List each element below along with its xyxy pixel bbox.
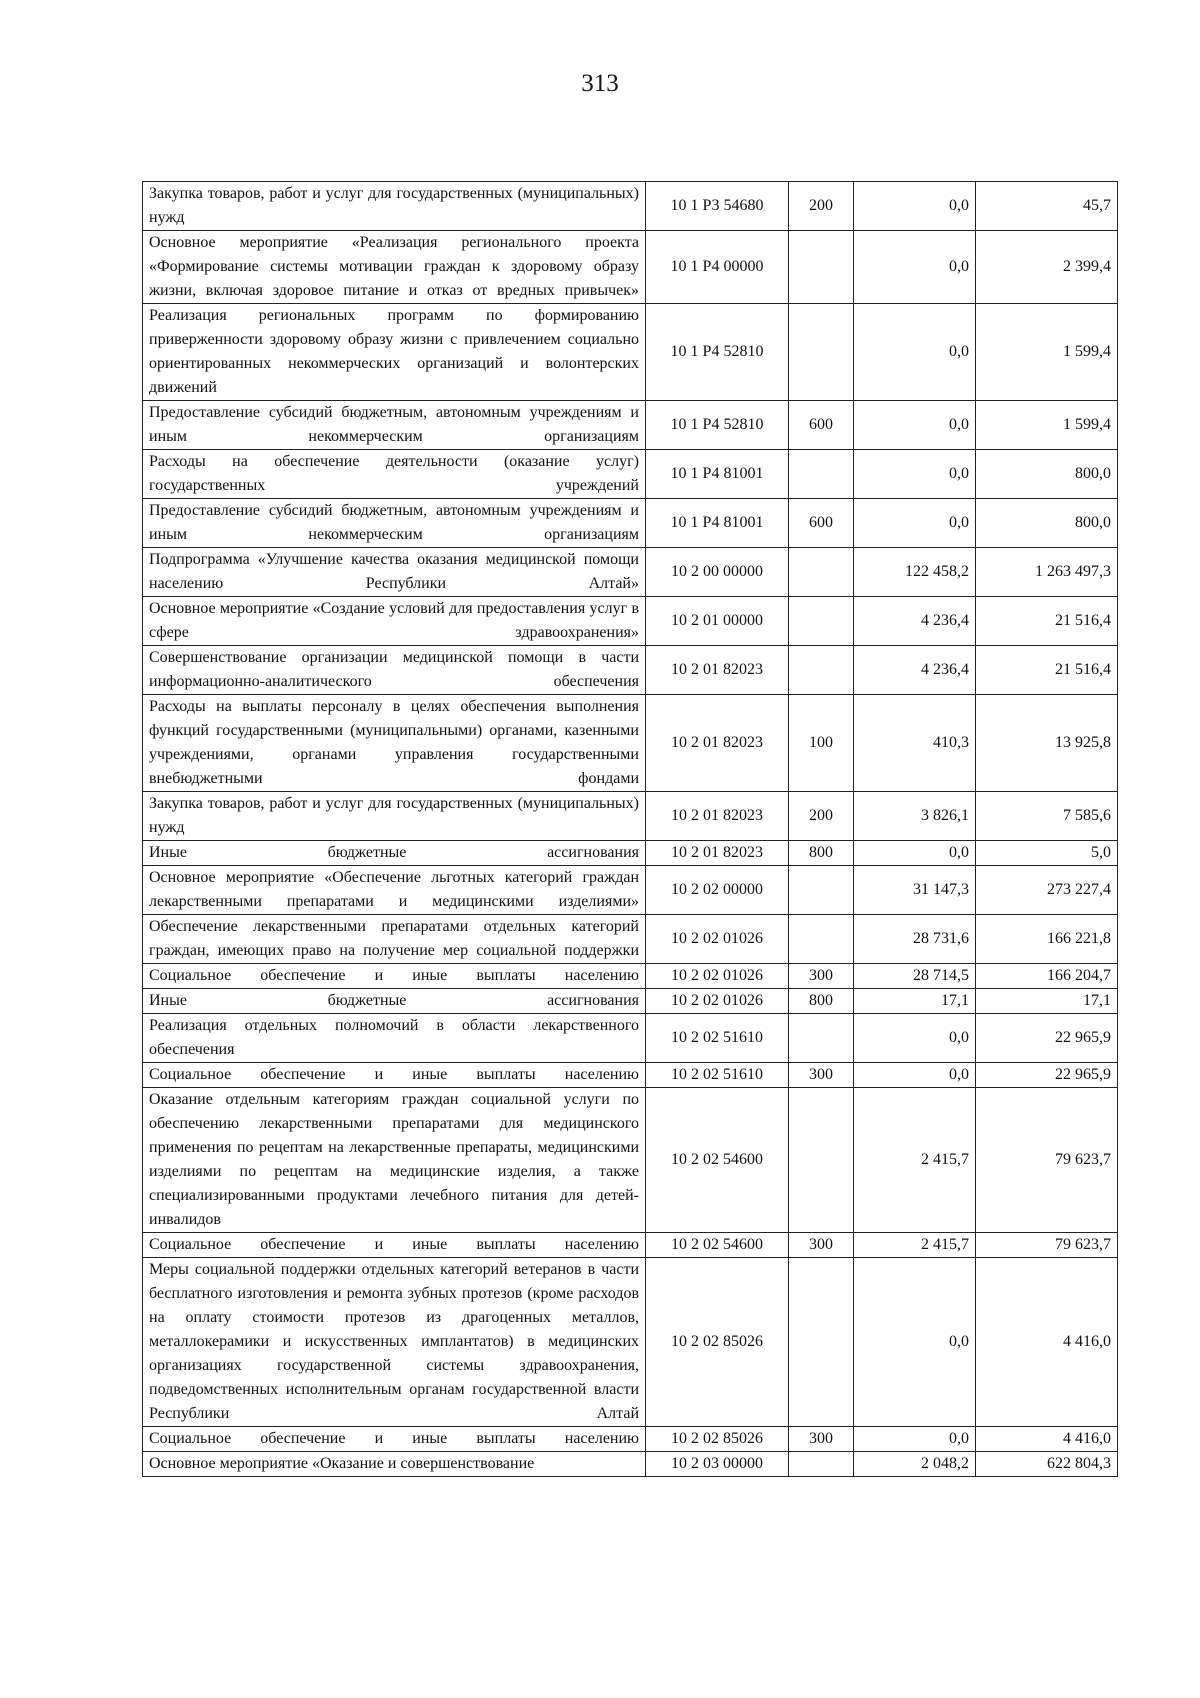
row-description: Меры социальной поддержки отдельных категорий ветеранов в части бесплатного изготовления и ремонта зубных протезов (кроме расходов на оплату стоимости протезов из драгоценных металлов, металлокерамики и искусственных имплантатов) в медицинских организациях государственной системы здравоохранения, подведомственных исполнительным органам государственной власти Республики Алтай <box>143 1258 646 1427</box>
row-expense-type <box>789 231 854 304</box>
row-amount-1: 0,0 <box>854 1427 976 1452</box>
row-description: Обеспечение лекарственными препаратами отдельных категорий граждан, имеющих право на получение мер социальной поддержки <box>143 915 646 964</box>
table-row <box>143 1088 1118 1233</box>
row-expense-type <box>789 450 854 499</box>
table-row <box>143 1258 1118 1427</box>
row-amount-1: 122 458,2 <box>854 548 976 597</box>
row-amount-2: 1 263 497,3 <box>976 548 1118 597</box>
row-description: Реализация отдельных полномочий в области лекарственного обеспечения <box>143 1014 646 1063</box>
row-amount-1: 0,0 <box>854 499 976 548</box>
row-amount-1: 0,0 <box>854 182 976 231</box>
row-target-code: 10 2 02 54600 <box>646 1088 789 1233</box>
table-row <box>143 499 1118 548</box>
table-row <box>143 231 1118 304</box>
row-description: Предоставление субсидий бюджетным, автономным учреждениям и иным некоммерческим организациям <box>143 499 646 548</box>
row-amount-1: 4 236,4 <box>854 597 976 646</box>
row-target-code: 10 1 P4 81001 <box>646 450 789 499</box>
row-amount-2: 4 416,0 <box>976 1427 1118 1452</box>
row-amount-2: 21 516,4 <box>976 597 1118 646</box>
row-target-code: 10 2 00 00000 <box>646 548 789 597</box>
row-amount-1: 0,0 <box>854 304 976 401</box>
table-row <box>143 866 1118 915</box>
row-amount-2: 79 623,7 <box>976 1088 1118 1233</box>
table-row <box>143 695 1118 792</box>
row-amount-1: 3 826,1 <box>854 792 976 841</box>
table-row <box>143 915 1118 964</box>
row-amount-2: 2 399,4 <box>976 231 1118 304</box>
row-expense-type <box>789 304 854 401</box>
table-row <box>143 964 1118 989</box>
row-description: Основное мероприятие «Оказание и совершенствование <box>143 1452 646 1477</box>
row-description: Реализация региональных программ по формированию приверженности здоровому образу жизни с привлечением социально ориентированных некоммерческих организаций и волонтерских движений <box>143 304 646 401</box>
row-expense-type: 600 <box>789 401 854 450</box>
row-amount-2: 273 227,4 <box>976 866 1118 915</box>
row-amount-1: 31 147,3 <box>854 866 976 915</box>
row-target-code: 10 2 01 82023 <box>646 792 789 841</box>
row-amount-2: 17,1 <box>976 989 1118 1014</box>
row-target-code: 10 2 02 85026 <box>646 1427 789 1452</box>
row-target-code: 10 1 P4 52810 <box>646 401 789 450</box>
table-body <box>143 182 1118 1477</box>
row-description: Иные бюджетные ассигнования <box>143 989 646 1014</box>
row-amount-2: 22 965,9 <box>976 1063 1118 1088</box>
row-amount-1: 28 731,6 <box>854 915 976 964</box>
row-amount-2: 166 204,7 <box>976 964 1118 989</box>
table-row <box>143 1063 1118 1088</box>
row-amount-1: 0,0 <box>854 401 976 450</box>
table-row <box>143 182 1118 231</box>
row-target-code: 10 2 02 51610 <box>646 1063 789 1088</box>
row-amount-2: 166 221,8 <box>976 915 1118 964</box>
budget-table <box>142 181 1118 1477</box>
row-amount-1: 0,0 <box>854 231 976 304</box>
row-amount-2: 5,0 <box>976 841 1118 866</box>
row-description: Социальное обеспечение и иные выплаты населению <box>143 964 646 989</box>
row-amount-1: 0,0 <box>854 841 976 866</box>
row-amount-1: 17,1 <box>854 989 976 1014</box>
row-target-code: 10 1 P3 54680 <box>646 182 789 231</box>
row-target-code: 10 2 01 82023 <box>646 841 789 866</box>
row-target-code: 10 2 02 01026 <box>646 989 789 1014</box>
table-row <box>143 401 1118 450</box>
table-row <box>143 304 1118 401</box>
row-expense-type: 100 <box>789 695 854 792</box>
row-expense-type <box>789 646 854 695</box>
row-amount-1: 2 415,7 <box>854 1088 976 1233</box>
row-target-code: 10 2 01 82023 <box>646 695 789 792</box>
row-expense-type <box>789 1088 854 1233</box>
row-description: Основное мероприятие «Обеспечение льготных категорий граждан лекарственными препаратами и медицинскими изделиями» <box>143 866 646 915</box>
row-expense-type: 600 <box>789 499 854 548</box>
row-description: Основное мероприятие «Создание условий для предоставления услуг в сфере здравоохранения» <box>143 597 646 646</box>
row-expense-type: 800 <box>789 841 854 866</box>
row-expense-type <box>789 1452 854 1477</box>
row-target-code: 10 2 01 00000 <box>646 597 789 646</box>
table-row <box>143 792 1118 841</box>
table-row <box>143 597 1118 646</box>
row-target-code: 10 2 02 51610 <box>646 1014 789 1063</box>
row-amount-2: 79 623,7 <box>976 1233 1118 1258</box>
row-expense-type: 800 <box>789 989 854 1014</box>
table-row <box>143 548 1118 597</box>
row-target-code: 10 2 03 00000 <box>646 1452 789 1477</box>
row-expense-type <box>789 548 854 597</box>
row-description: Социальное обеспечение и иные выплаты населению <box>143 1063 646 1088</box>
row-target-code: 10 2 02 54600 <box>646 1233 789 1258</box>
row-target-code: 10 1 P4 52810 <box>646 304 789 401</box>
table-row <box>143 841 1118 866</box>
row-target-code: 10 1 P4 00000 <box>646 231 789 304</box>
row-description: Предоставление субсидий бюджетным, автономным учреждениям и иным некоммерческим организациям <box>143 401 646 450</box>
row-description: Расходы на обеспечение деятельности (оказание услуг) государственных учреждений <box>143 450 646 499</box>
row-amount-2: 800,0 <box>976 499 1118 548</box>
row-amount-1: 2 048,2 <box>854 1452 976 1477</box>
table-row <box>143 646 1118 695</box>
table-row <box>143 1233 1118 1258</box>
row-description: Оказание отдельным категориям граждан социальной услуги по обеспечению лекарственными препаратами для медицинского применения по рецептам на лекарственные препараты, медицинскими изделиями по рецептам на медицинские изделия, а также специализированными продуктами лечебного питания для детей-инвалидов <box>143 1088 646 1233</box>
row-description: Социальное обеспечение и иные выплаты населению <box>143 1233 646 1258</box>
row-amount-1: 4 236,4 <box>854 646 976 695</box>
row-target-code: 10 1 P4 81001 <box>646 499 789 548</box>
page-number: 313 <box>581 70 619 97</box>
table-row <box>143 450 1118 499</box>
row-expense-type: 200 <box>789 792 854 841</box>
row-amount-2: 13 925,8 <box>976 695 1118 792</box>
row-amount-1: 0,0 <box>854 450 976 499</box>
row-target-code: 10 2 02 00000 <box>646 866 789 915</box>
row-amount-2: 1 599,4 <box>976 304 1118 401</box>
row-expense-type: 300 <box>789 964 854 989</box>
row-expense-type <box>789 1014 854 1063</box>
row-description: Подпрограмма «Улучшение качества оказания медицинской помощи населению Республики Алтай» <box>143 548 646 597</box>
row-amount-2: 45,7 <box>976 182 1118 231</box>
row-expense-type <box>789 597 854 646</box>
row-description: Социальное обеспечение и иные выплаты населению <box>143 1427 646 1452</box>
row-target-code: 10 2 02 85026 <box>646 1258 789 1427</box>
row-amount-2: 622 804,3 <box>976 1452 1118 1477</box>
row-expense-type: 300 <box>789 1233 854 1258</box>
table-row <box>143 1452 1118 1477</box>
row-description: Основное мероприятие «Реализация регионального проекта «Формирование системы мотивации граждан к здоровому образу жизни, включая здоровое питание и отказ от вредных привычек» <box>143 231 646 304</box>
row-amount-1: 0,0 <box>854 1258 976 1427</box>
row-amount-1: 2 415,7 <box>854 1233 976 1258</box>
row-target-code: 10 2 02 01026 <box>646 964 789 989</box>
row-expense-type <box>789 1258 854 1427</box>
row-expense-type <box>789 915 854 964</box>
table-row <box>143 1014 1118 1063</box>
row-amount-2: 800,0 <box>976 450 1118 499</box>
table-row <box>143 1427 1118 1452</box>
row-amount-1: 28 714,5 <box>854 964 976 989</box>
row-amount-1: 0,0 <box>854 1014 976 1063</box>
row-description: Совершенствование организации медицинской помощи в части информационно-аналитического обеспечения <box>143 646 646 695</box>
row-amount-1: 410,3 <box>854 695 976 792</box>
row-expense-type <box>789 866 854 915</box>
row-description: Закупка товаров, работ и услуг для государственных (муниципальных) нужд <box>143 182 646 231</box>
row-amount-2: 21 516,4 <box>976 646 1118 695</box>
row-amount-2: 7 585,6 <box>976 792 1118 841</box>
row-target-code: 10 2 01 82023 <box>646 646 789 695</box>
row-description: Расходы на выплаты персоналу в целях обеспечения выполнения функций государственными (муниципальными) органами, казенными учреждениями, органами управления государственными внебюджетными фондами <box>143 695 646 792</box>
row-amount-1: 0,0 <box>854 1063 976 1088</box>
row-target-code: 10 2 02 01026 <box>646 915 789 964</box>
row-description: Иные бюджетные ассигнования <box>143 841 646 866</box>
table-row <box>143 989 1118 1014</box>
row-amount-2: 4 416,0 <box>976 1258 1118 1427</box>
row-expense-type: 300 <box>789 1427 854 1452</box>
row-description: Закупка товаров, работ и услуг для государственных (муниципальных) нужд <box>143 792 646 841</box>
row-amount-2: 22 965,9 <box>976 1014 1118 1063</box>
row-amount-2: 1 599,4 <box>976 401 1118 450</box>
row-expense-type: 200 <box>789 182 854 231</box>
row-expense-type: 300 <box>789 1063 854 1088</box>
